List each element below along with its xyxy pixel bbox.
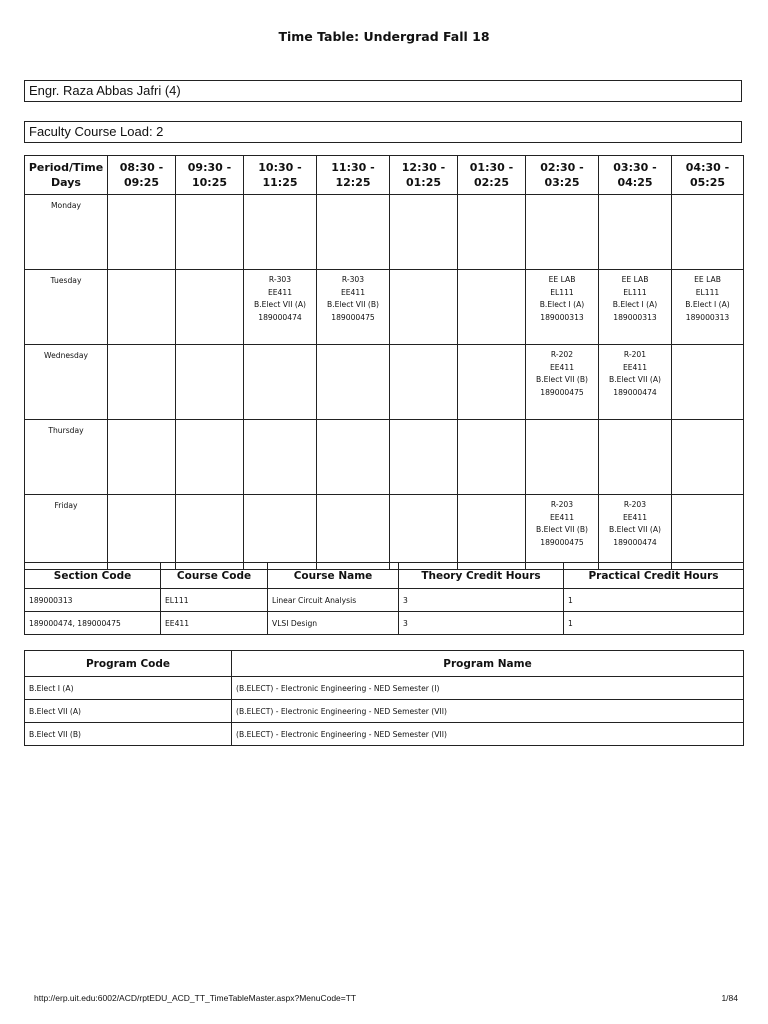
timetable-cell	[244, 495, 317, 570]
class-entry: EE LAB EL111 B.Elect I (A) 189000313	[539, 275, 585, 322]
timetable-cell	[672, 345, 744, 420]
class-entry	[458, 270, 525, 274]
class-entry: EE LAB EL111 B.Elect I (A) 189000313	[685, 275, 730, 322]
timetable-cell	[244, 195, 317, 270]
timetable-cell	[108, 420, 176, 495]
period-header: 04:30 - 05:25	[672, 156, 744, 195]
timetable-cell	[390, 495, 458, 570]
timetable-cell	[458, 195, 526, 270]
timetable-cell	[108, 270, 176, 345]
course-name-cell: VLSI Design	[268, 612, 399, 635]
column-header: Theory Credit Hours	[399, 563, 564, 589]
class-entry	[108, 420, 175, 424]
timetable-cell	[599, 345, 672, 420]
timetable-cell	[176, 420, 244, 495]
day-label: Thursday	[25, 420, 108, 495]
timetable-cell	[526, 195, 599, 270]
timetable-cell	[599, 495, 672, 570]
timetable-row	[25, 420, 744, 495]
timetable-cell	[317, 420, 390, 495]
class-entry	[672, 195, 743, 199]
class-entry	[458, 420, 525, 424]
class-entry	[244, 495, 316, 499]
timetable-row	[25, 345, 744, 420]
period-header: 09:30 - 10:25	[176, 156, 244, 195]
class-entry	[108, 195, 175, 199]
timetable-grid	[24, 155, 744, 570]
program-name-cell: (B.ELECT) - Electronic Engineering - NED Semester (I)	[232, 677, 744, 700]
class-entry	[526, 195, 598, 199]
period-days-header: Period/Time Days	[25, 156, 108, 195]
timetable-cell	[317, 495, 390, 570]
timetable-cell	[672, 420, 744, 495]
program-code-cell: B.Elect VII (A)	[25, 700, 232, 723]
period-header: 02:30 - 03:25	[526, 156, 599, 195]
timetable-row	[25, 495, 744, 570]
program-name-cell: (B.ELECT) - Electronic Engineering - NED Semester (VII)	[232, 700, 744, 723]
class-entry	[176, 495, 243, 499]
program-table-header-row	[25, 651, 744, 677]
class-entry	[317, 345, 389, 349]
timetable-cell	[599, 195, 672, 270]
timetable-cell	[317, 195, 390, 270]
table-row	[25, 612, 744, 635]
class-entry: EE LAB EL111 B.Elect I (A) 189000313	[612, 275, 658, 322]
class-entry	[108, 345, 175, 349]
class-entry	[244, 420, 316, 424]
class-entry	[599, 195, 671, 199]
timetable-cell	[108, 195, 176, 270]
class-entry	[390, 270, 457, 274]
timetable-cell	[672, 270, 744, 345]
timetable-cell	[458, 495, 526, 570]
class-entry	[458, 495, 525, 499]
timetable-cell	[244, 420, 317, 495]
class-entry	[176, 345, 243, 349]
class-entry	[390, 420, 457, 424]
class-entry: R-202 EE411 B.Elect VII (B) 189000475	[536, 350, 588, 397]
class-entry	[526, 420, 598, 424]
section-code-cell: 189000474, 189000475	[25, 612, 161, 635]
timetable-row	[25, 270, 744, 345]
class-entry	[458, 195, 525, 199]
timetable-row	[25, 195, 744, 270]
period-header: 11:30 - 12:25	[317, 156, 390, 195]
class-entry	[244, 345, 316, 349]
course-code-cell: EL111	[161, 589, 268, 612]
class-entry	[390, 345, 457, 349]
class-entry	[672, 420, 743, 424]
table-row	[25, 723, 744, 746]
timetable-cell	[458, 420, 526, 495]
course-table	[24, 562, 744, 635]
table-row	[25, 589, 744, 612]
class-entry	[108, 270, 175, 274]
day-label: Wednesday	[25, 345, 108, 420]
day-label: Tuesday	[25, 270, 108, 345]
timetable-cell	[390, 195, 458, 270]
class-entry	[176, 420, 243, 424]
timetable-cell	[599, 420, 672, 495]
program-code-cell: B.Elect I (A)	[25, 677, 232, 700]
timetable-cell	[317, 345, 390, 420]
page-number: 1/84	[721, 993, 738, 1003]
period-header: 12:30 - 01:25	[390, 156, 458, 195]
day-label: Friday	[25, 495, 108, 570]
timetable-cell	[526, 495, 599, 570]
class-entry	[672, 495, 743, 499]
class-entry	[599, 420, 671, 424]
class-entry	[672, 345, 743, 349]
class-entry: R-203 EE411 B.Elect VII (B) 189000475	[536, 500, 588, 547]
theory-hours-cell: 3	[399, 612, 564, 635]
table-row	[25, 700, 744, 723]
class-entry	[244, 195, 316, 199]
period-header: 08:30 - 09:25	[108, 156, 176, 195]
timetable-cell	[526, 345, 599, 420]
column-header: Section Code	[25, 563, 161, 589]
timetable-cell	[176, 345, 244, 420]
class-entry: R-303 EE411 B.Elect VII (A) 189000474	[254, 275, 306, 322]
class-entry	[176, 195, 243, 199]
timetable-cell	[390, 345, 458, 420]
period-header: 03:30 - 04:25	[599, 156, 672, 195]
class-entry	[390, 195, 457, 199]
class-entry	[317, 495, 389, 499]
column-header: Program Name	[232, 651, 744, 677]
period-header: 10:30 - 11:25	[244, 156, 317, 195]
course-table-header-row	[25, 563, 744, 589]
column-header: Course Name	[268, 563, 399, 589]
faculty-course-load: Faculty Course Load: 2	[24, 121, 742, 143]
table-row	[25, 677, 744, 700]
class-entry: R-203 EE411 B.Elect VII (A) 189000474	[609, 500, 661, 547]
course-name-cell: Linear Circuit Analysis	[268, 589, 399, 612]
timetable-cell	[390, 420, 458, 495]
timetable-cell	[458, 270, 526, 345]
program-table	[24, 650, 744, 746]
class-entry	[390, 495, 457, 499]
section-code-cell: 189000313	[25, 589, 161, 612]
class-entry	[317, 420, 389, 424]
timetable-header-row	[25, 156, 744, 195]
column-header: Course Code	[161, 563, 268, 589]
timetable-cell	[672, 495, 744, 570]
timetable-cell	[599, 270, 672, 345]
timetable-cell	[244, 270, 317, 345]
footer-url: http://erp.uit.edu:6002/ACD/rptEDU_ACD_TT_TimeTableMaster.aspx?MenuCode=TT	[34, 993, 357, 1003]
theory-hours-cell: 3	[399, 589, 564, 612]
class-entry	[176, 270, 243, 274]
class-entry	[108, 495, 175, 499]
course-code-cell: EE411	[161, 612, 268, 635]
timetable-cell	[244, 345, 317, 420]
timetable-cell	[176, 195, 244, 270]
timetable-cell	[108, 495, 176, 570]
column-header: Practical Credit Hours	[564, 563, 744, 589]
program-name-cell: (B.ELECT) - Electronic Engineering - NED Semester (VII)	[232, 723, 744, 746]
timetable-cell	[458, 345, 526, 420]
class-entry	[458, 345, 525, 349]
practical-hours-cell: 1	[564, 589, 744, 612]
faculty-name: Engr. Raza Abbas Jafri (4)	[24, 80, 742, 102]
timetable-cell	[526, 420, 599, 495]
class-entry	[317, 195, 389, 199]
program-code-cell: B.Elect VII (B)	[25, 723, 232, 746]
timetable-cell	[672, 195, 744, 270]
page-title: Time Table: Undergrad Fall 18	[278, 29, 490, 44]
practical-hours-cell: 1	[564, 612, 744, 635]
timetable-cell	[176, 495, 244, 570]
timetable-cell	[317, 270, 390, 345]
class-entry: R-201 EE411 B.Elect VII (A) 189000474	[609, 350, 661, 397]
timetable-cell	[390, 270, 458, 345]
column-header: Program Code	[25, 651, 232, 677]
timetable-cell	[176, 270, 244, 345]
day-label: Monday	[25, 195, 108, 270]
class-entry: R-303 EE411 B.Elect VII (B) 189000475	[327, 275, 379, 322]
timetable-cell	[526, 270, 599, 345]
timetable-cell	[108, 345, 176, 420]
period-header: 01:30 - 02:25	[458, 156, 526, 195]
